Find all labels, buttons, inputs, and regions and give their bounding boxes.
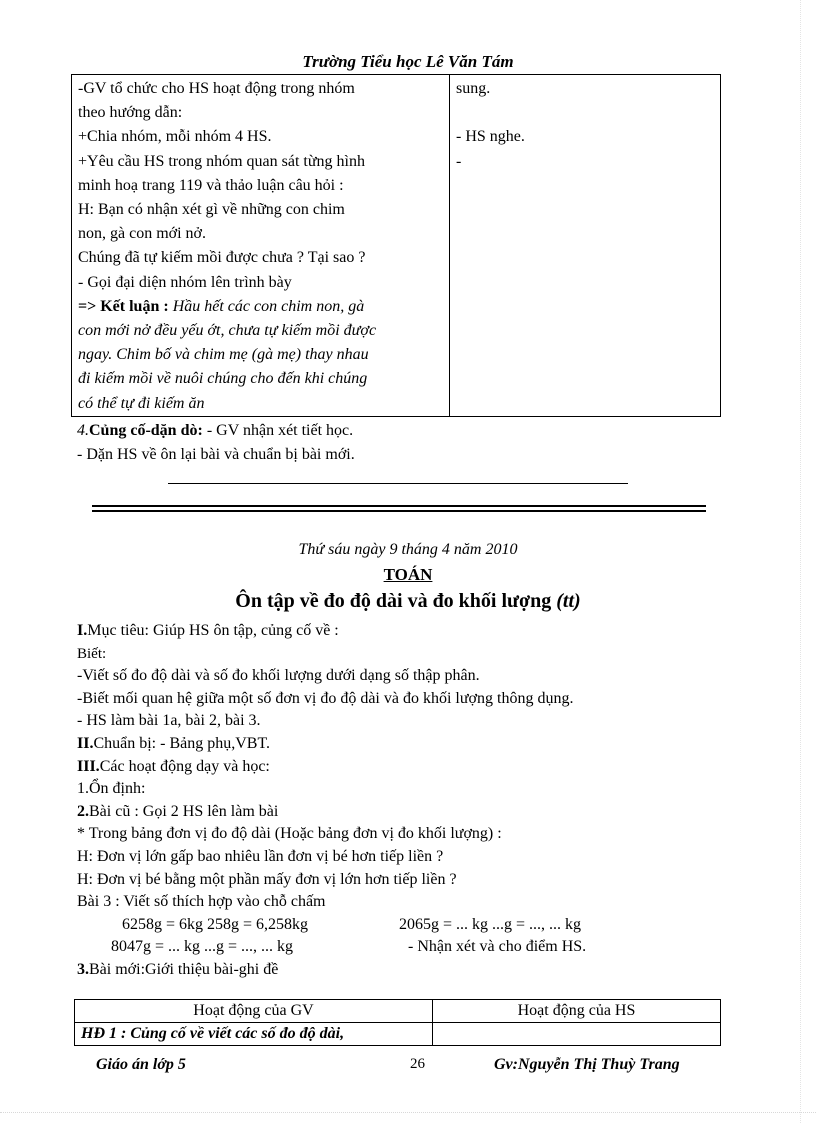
text-line: Chúng đã tự kiếm mồi được chưa ? Tại sao ? (78, 249, 366, 267)
text-line: - HS làm bài 1a, bài 2, bài 3. (77, 712, 261, 730)
teacher-activity-cell (72, 75, 450, 417)
consolidation-label: Củng cố-dặn dò: (89, 422, 203, 439)
objectives-heading: Mục tiêu: Giúp HS ôn tập, củng cố về : (87, 622, 339, 639)
section-number: 1. (77, 780, 89, 798)
text-line: - Gọi đại diện nhóm lên trình bày (78, 273, 292, 291)
conclusion-line (78, 295, 443, 319)
step3-label: Bài mới: (89, 960, 146, 978)
conclusion-text: con mới nở đều yếu ớt, chưa tự kiếm mồi được (78, 322, 377, 340)
text-line: minh hoạ trang 119 và thảo luận câu hỏi : (78, 176, 344, 194)
prep-text: - Bảng phụ,VBT. (156, 734, 271, 752)
lesson-title-text: Ôn tập về đo độ dài và đo khối lượng (235, 590, 557, 612)
text-line: sung. (456, 80, 491, 97)
consolidation-section (77, 419, 355, 467)
activity-table-1 (71, 74, 721, 417)
exercise-row (77, 914, 582, 937)
exercise-text: 6258g = 6kg 258g = 6,258kg (122, 915, 309, 933)
conclusion-label: => Kết luận : (78, 297, 169, 315)
text-line: theo hướng dẫn: (78, 104, 183, 122)
step1-label: Ổn định: (89, 780, 146, 798)
text-line (456, 101, 714, 125)
step2-label: Bài cũ : (89, 802, 139, 820)
conclusion-text: có thể tự đi kiếm ăn (78, 394, 205, 412)
exercise-text: 2065g = ... kg ...g = ..., ... kg (399, 915, 582, 933)
text-line: Biết: (77, 645, 107, 662)
step3-text: Giới thiệu bài-ghi đề (145, 960, 279, 978)
section-number: III. (77, 757, 100, 775)
footer-teacher: Gv:Nguyễn Thị Thuỳ Trang (494, 1056, 680, 1073)
page-edge (0, 1112, 816, 1113)
text-line: -Viết số đo độ dài và số đo khối lượng dưới dạng số thập phân. (77, 667, 480, 685)
conclusion-text: ngay. Chim bố và chim mẹ (gà mẹ) thay nhau (78, 346, 369, 364)
section-number: I. (77, 622, 88, 639)
text-line: - Dặn HS về ôn lại bài và chuẩn bị bài mới. (77, 446, 355, 464)
lesson-title (0, 590, 816, 613)
text-line: H: Đơn vị bé bằng một phần mấy đơn vị lớn hơn tiếp liền ? (77, 870, 457, 888)
footer-grade: Giáo án lớp 5 (96, 1056, 186, 1073)
prep-label: Chuẩn bị: (93, 734, 157, 752)
table-row (433, 1023, 721, 1046)
text-line: Bài 3 : Viết số thích hợp vào chỗ chấm (77, 893, 326, 911)
step2-text: Gọi 2 HS lên làm bài (138, 802, 279, 820)
text-line: -Biết mối quan hệ giữa một số đơn vị đo độ dài và đo khối lượng thông dụng. (77, 689, 574, 707)
text-line: H: Đơn vị lớn gấp bao nhiêu lần đơn vị bé hơn tiếp liền ? (77, 847, 444, 865)
lesson-body (77, 620, 587, 982)
exercise-text: - Nhận xét và cho điểm HS. (408, 938, 587, 956)
lesson-date: Thứ sáu ngày 9 tháng 4 năm 2010 (298, 541, 518, 558)
text-line: * Trong bảng đơn vị đo độ dài (Hoặc bảng đơn vị đo khối lượng) : (77, 825, 502, 843)
text-line: - HS nghe. (456, 128, 525, 146)
text-line: -GV tổ chức cho HS hoạt động trong nhóm (78, 80, 355, 97)
page-number: 26 (410, 1056, 425, 1072)
section-number: 3. (77, 960, 89, 978)
text-line: non, gà con mới nở. (78, 225, 207, 243)
activity-table-2 (74, 999, 721, 1046)
text-line: - (456, 152, 462, 170)
text-line: H: Bạn có nhận xét gì về những con chim (78, 201, 345, 219)
student-activity-cell (450, 75, 721, 417)
text-line: +Chia nhóm, mỗi nhóm 4 HS. (78, 128, 272, 146)
page-edge (800, 0, 801, 1123)
consolidation-text: - GV nhận xét tiết học. (202, 422, 354, 439)
column-header-gv: Hoạt động của GV (75, 1000, 433, 1023)
school-header: Trường Tiểu học Lê Văn Tám (302, 52, 514, 71)
section-number: II. (77, 734, 94, 752)
lesson-title-suffix: (tt) (556, 590, 581, 612)
divider (92, 510, 706, 512)
text-line: +Yêu cầu HS trong nhóm quan sát từng hình (78, 152, 365, 170)
conclusion-text: đi kiếm mồi về nuôi chúng cho đến khi chúng (78, 370, 368, 388)
subject-title: TOÁN (383, 565, 433, 584)
conclusion-text: Hầu hết các con chim non, gà (172, 297, 365, 315)
column-header-hs: Hoạt động của HS (433, 1000, 721, 1023)
section-number: 2. (77, 802, 89, 820)
divider (92, 505, 706, 507)
divider (168, 483, 628, 484)
exercise-text: 8047g = ... kg ...g = ..., ... kg (111, 938, 294, 956)
activities-label: Các hoạt động dạy và học: (99, 757, 270, 775)
table-row: HĐ 1 : Củng cố về viết các số đo độ dài, (75, 1023, 433, 1046)
section-number: 4. (77, 422, 89, 439)
exercise-row (77, 936, 587, 959)
